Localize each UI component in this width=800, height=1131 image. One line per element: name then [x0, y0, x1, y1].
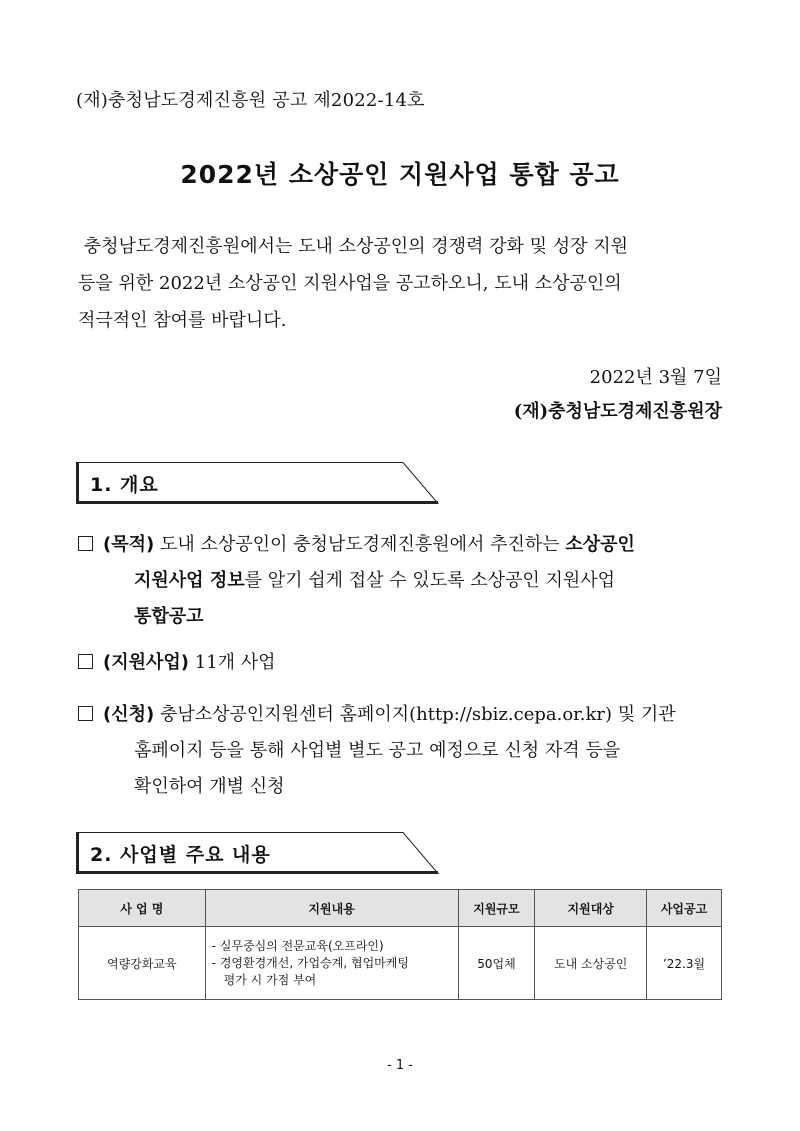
intro-line: 충청남도경제진흥원에서는 도내 소상공인의 경쟁력 강화 및 성장 지원: [78, 236, 629, 257]
column-header-content: 지원내용: [205, 890, 458, 927]
intro-line: 적극적인 참여를 바랍니다.: [78, 310, 287, 331]
page-number: - 1 -: [387, 1058, 413, 1073]
bullet-key: (목적): [103, 534, 155, 555]
bullet-key: (지원사업): [103, 652, 190, 673]
bullet-key: (신청): [103, 704, 155, 725]
section-1-heading: 1. 개요: [90, 474, 159, 496]
section-2-heading: 2. 사업별 주요 내용: [90, 844, 271, 866]
checkbox-icon: [78, 706, 93, 721]
content-line: - 경영환경개선, 가업승계, 협업마케팅: [211, 955, 409, 970]
page-title: 2022년 소상공인 지원사업 통합 공고: [180, 160, 620, 189]
checkbox-icon: [78, 536, 93, 551]
bullet-text: 도내 소상공인이 충청남도경제진흥원에서 추진하는: [154, 534, 566, 555]
issuer-name: (재)충청남도경제진흥원장: [513, 401, 722, 422]
bullet-text: 홈페이지 등을 통해 사업별 별도 공고 예정으로 신청 자격 등을: [134, 740, 621, 761]
bullet-text: 11개 사업: [189, 652, 276, 673]
table-header-row: [79, 890, 722, 927]
notice-number: (재)충청남도경제진흥원 공고 제2022-14호: [76, 90, 425, 111]
column-header-target: 지원대상: [535, 890, 647, 927]
content-line: 평가 시 가점 부여: [223, 972, 317, 987]
cell-notice: ’22.3월: [647, 927, 722, 1000]
intro-paragraph: [78, 228, 722, 339]
bullet-apply: [78, 697, 724, 805]
cell-scale: 50업체: [458, 927, 535, 1000]
cell-content: [205, 927, 458, 1000]
bullet-projects: [78, 645, 724, 681]
content-line: - 실무중심의 전문교육(오프라인): [211, 938, 384, 953]
cell-name: 역량강화교육: [79, 927, 206, 1000]
bullet-emphasis: 소상공인: [565, 534, 635, 555]
bullet-text: 확인하여 개별 신청: [134, 776, 285, 797]
table-row: [79, 927, 722, 1000]
bullet-emphasis: 통합공고: [134, 606, 204, 627]
notice-date: 2022년 3월 7일: [589, 367, 722, 388]
checkbox-icon: [78, 654, 93, 669]
column-header-notice: 사업공고: [647, 890, 722, 927]
bullet-text: 충남소상공인지원센터 홈페이지(http://sbiz.cepa.or.kr) 및 기관: [154, 704, 676, 725]
column-header-scale: 지원규모: [458, 890, 535, 927]
bullet-emphasis: 지원사업 정보: [134, 570, 245, 591]
intro-line: 등을 위한 2022년 소상공인 지원사업을 공고하오니, 도내 소상공인의: [78, 273, 622, 294]
bullet-purpose: [78, 527, 724, 635]
section-1-header: [76, 462, 441, 504]
section-2-header: [76, 832, 441, 874]
cell-target: 도내 소상공인: [535, 927, 647, 1000]
bullet-text: 를 알기 쉽게 접살 수 있도록 소상공인 지원사업: [244, 570, 616, 591]
column-header-name: 사 업 명: [79, 890, 206, 927]
business-table: [78, 889, 722, 1000]
